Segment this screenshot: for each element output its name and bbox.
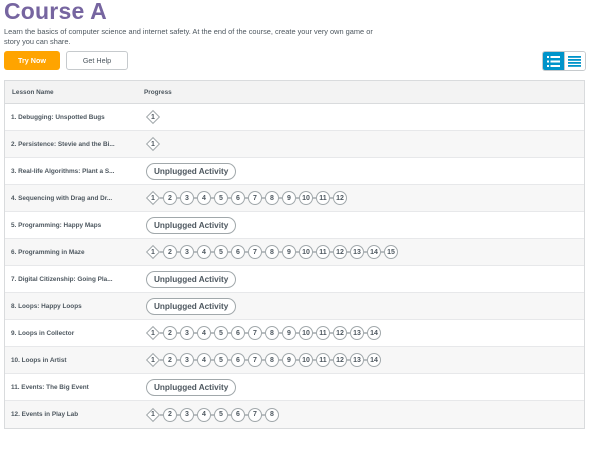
lesson-name[interactable]: 12. Events in Play Lab: [11, 411, 79, 418]
level-bubble[interactable]: 4: [197, 408, 211, 422]
lesson-progress: [139, 137, 160, 151]
level-bubble[interactable]: 6: [231, 353, 245, 367]
level-bubble[interactable]: 13: [350, 326, 364, 340]
level-bubble[interactable]: 6: [231, 191, 245, 205]
table-row: [5, 266, 584, 293]
table-row: [5, 185, 584, 212]
lesson-name[interactable]: 10. Loops in Artist: [11, 356, 67, 364]
summary-view-icon: [568, 56, 581, 67]
level-number: 1: [151, 248, 155, 256]
table-row: [5, 401, 584, 428]
level-diamond[interactable]: [146, 137, 160, 151]
level-number: 1: [151, 329, 155, 337]
level-bubble[interactable]: 6: [231, 326, 245, 340]
level-number: 1: [151, 113, 155, 121]
table-header: [5, 81, 584, 104]
level-number: 1: [151, 194, 155, 202]
level-number: 1: [151, 356, 155, 364]
level-bubble[interactable]: 4: [197, 326, 211, 340]
lesson-progress: [139, 326, 381, 340]
lesson-progress: [139, 191, 347, 205]
lesson-progress: [139, 217, 236, 234]
level-bubble[interactable]: 3: [180, 326, 194, 340]
level-bubble[interactable]: 8: [265, 326, 279, 340]
level-bubble[interactable]: 3: [180, 245, 194, 259]
level-diamond[interactable]: [146, 245, 160, 259]
unplugged-activity-bubble[interactable]: Unplugged Activity: [146, 163, 236, 180]
column-header-lesson-name: Lesson Name: [12, 88, 54, 96]
unplugged-activity-bubble[interactable]: Unplugged Activity: [146, 298, 236, 315]
level-bubble[interactable]: 9: [282, 191, 296, 205]
lesson-progress: [139, 353, 381, 367]
lesson-name[interactable]: 4. Sequencing with Drag and Dr...: [11, 194, 113, 202]
level-bubble[interactable]: 10: [299, 191, 313, 205]
level-bubble[interactable]: 8: [265, 353, 279, 367]
level-bubble[interactable]: 12: [333, 326, 347, 340]
lesson-name[interactable]: 2. Persistence: Stevie and the Bi...: [11, 140, 115, 148]
try-now-button[interactable]: Try Now: [4, 51, 60, 70]
table-row: [5, 374, 584, 401]
lesson-name[interactable]: 8. Loops: Happy Loops: [11, 302, 82, 310]
level-number: 1: [151, 411, 155, 418]
course-title: Course A: [4, 0, 107, 24]
level-bubble[interactable]: 13: [350, 353, 364, 367]
detail-view-icon: [547, 56, 560, 67]
level-bubble[interactable]: 5: [214, 408, 228, 422]
lessons-table: [4, 80, 585, 429]
level-bubble[interactable]: 8: [265, 245, 279, 259]
level-bubble[interactable]: 7: [248, 245, 262, 259]
level-bubble[interactable]: 9: [282, 245, 296, 259]
level-bubble[interactable]: 2: [163, 245, 177, 259]
level-bubble[interactable]: 3: [180, 191, 194, 205]
course-description: Learn the basics of computer science and internet safety. At the end of the course, create your very own game or story you can share.: [4, 27, 373, 46]
level-bubble[interactable]: 2: [163, 408, 177, 422]
level-bubble[interactable]: 10: [299, 353, 313, 367]
lesson-name[interactable]: 5. Programming: Happy Maps: [11, 221, 102, 229]
level-diamond[interactable]: [146, 326, 160, 340]
lesson-name[interactable]: 11. Events: The Big Event: [11, 383, 89, 391]
level-bubble[interactable]: 2: [163, 326, 177, 340]
get-help-button[interactable]: Get Help: [66, 51, 128, 70]
level-bubble[interactable]: 9: [282, 326, 296, 340]
lesson-progress: [139, 298, 236, 315]
level-bubble[interactable]: 5: [214, 353, 228, 367]
level-bubble[interactable]: 2: [163, 191, 177, 205]
level-diamond[interactable]: [146, 110, 160, 124]
lesson-progress: [139, 408, 279, 422]
lesson-progress: [139, 245, 398, 259]
level-bubble[interactable]: 2: [163, 353, 177, 367]
unplugged-activity-bubble[interactable]: Unplugged Activity: [146, 271, 236, 288]
level-bubble[interactable]: 12: [333, 191, 347, 205]
level-bubble[interactable]: 7: [248, 326, 262, 340]
level-diamond[interactable]: [146, 408, 160, 422]
level-bubble[interactable]: 5: [214, 326, 228, 340]
level-bubble[interactable]: 7: [248, 353, 262, 367]
level-bubble[interactable]: 7: [248, 408, 262, 422]
level-bubble[interactable]: 10: [299, 326, 313, 340]
level-number: 1: [151, 140, 155, 148]
table-row: [5, 239, 584, 266]
level-bubble[interactable]: 7: [248, 191, 262, 205]
level-bubble[interactable]: 11: [316, 353, 330, 367]
lesson-name[interactable]: 9. Loops in Collector: [11, 329, 75, 337]
unplugged-activity-bubble[interactable]: Unplugged Activity: [146, 379, 236, 396]
level-bubble[interactable]: 4: [197, 353, 211, 367]
level-bubble[interactable]: 15: [384, 245, 398, 259]
level-bubble[interactable]: 3: [180, 353, 194, 367]
level-bubble[interactable]: 14: [367, 245, 381, 259]
level-diamond[interactable]: [146, 191, 160, 205]
level-bubble[interactable]: 8: [265, 191, 279, 205]
level-bubble[interactable]: 12: [333, 353, 347, 367]
level-bubble[interactable]: 9: [282, 353, 296, 367]
lesson-progress: [139, 271, 236, 288]
level-bubble[interactable]: 13: [350, 245, 364, 259]
lesson-progress: [139, 110, 160, 124]
unplugged-activity-bubble[interactable]: Unplugged Activity: [146, 217, 236, 234]
level-bubble[interactable]: 14: [367, 326, 381, 340]
level-bubble[interactable]: 6: [231, 408, 245, 422]
level-bubble[interactable]: 14: [367, 353, 381, 367]
level-bubble[interactable]: 5: [214, 245, 228, 259]
level-bubble[interactable]: 3: [180, 408, 194, 422]
lesson-name[interactable]: 7. Digital Citizenship: Going Pla...: [11, 275, 113, 283]
view-toggle: [542, 51, 586, 71]
lesson-name[interactable]: 6. Programming in Maze: [11, 248, 85, 256]
table-row: [5, 347, 584, 374]
level-bubble[interactable]: 11: [316, 326, 330, 340]
table-row: [5, 158, 584, 185]
level-diamond[interactable]: [146, 353, 160, 367]
table-row: [5, 212, 584, 239]
level-bubble[interactable]: 12: [333, 245, 347, 259]
level-bubble[interactable]: 10: [299, 245, 313, 259]
table-row: [5, 293, 584, 320]
column-header-progress: Progress: [144, 88, 172, 96]
lesson-name[interactable]: 3. Real-life Algorithms: Plant a S...: [11, 167, 115, 175]
level-bubble[interactable]: 6: [231, 245, 245, 259]
lesson-name[interactable]: 1. Debugging: Unspotted Bugs: [11, 113, 105, 121]
detail-view-button[interactable]: [543, 52, 564, 70]
level-bubble[interactable]: 4: [197, 245, 211, 259]
table-row: [5, 320, 584, 347]
summary-view-button[interactable]: [564, 52, 586, 70]
level-bubble[interactable]: 11: [316, 191, 330, 205]
table-row: [5, 104, 584, 131]
level-bubble[interactable]: 5: [214, 191, 228, 205]
lesson-progress: [139, 163, 236, 180]
level-bubble[interactable]: 11: [316, 245, 330, 259]
table-row: [5, 131, 584, 158]
table-body: [5, 104, 584, 428]
level-bubble[interactable]: 8: [265, 408, 279, 422]
lesson-progress: [139, 379, 236, 396]
level-bubble[interactable]: 4: [197, 191, 211, 205]
